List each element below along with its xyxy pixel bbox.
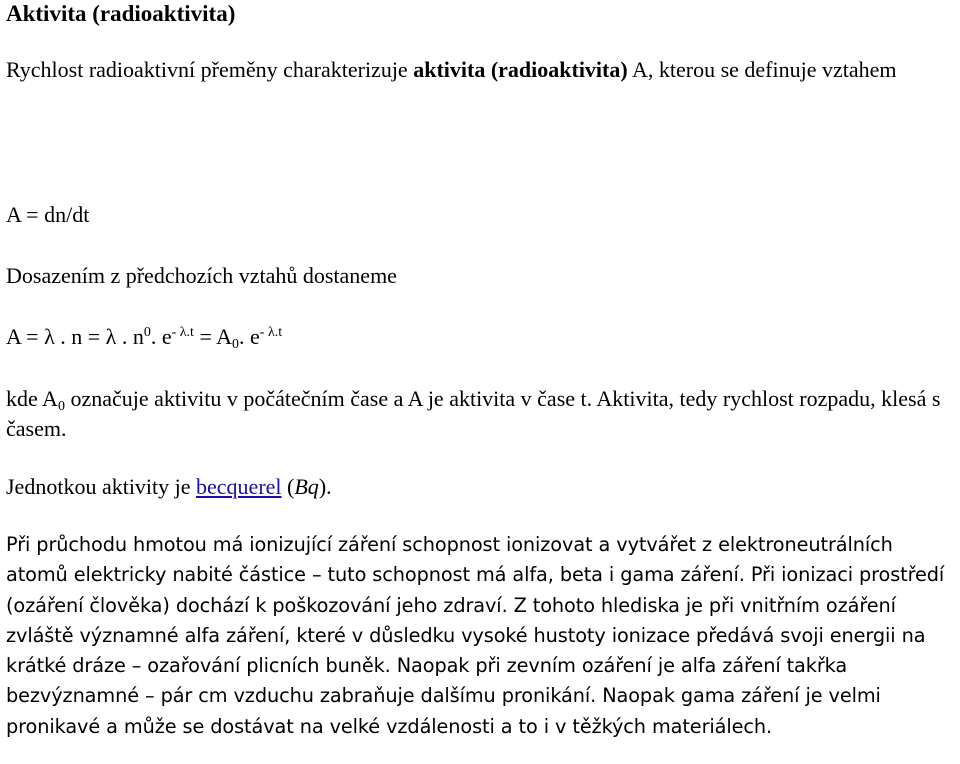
- formula-sup-2: - λ.t: [171, 325, 194, 340]
- formula-sup-4: - λ.t: [259, 325, 283, 340]
- intro-bold-term: aktivita (radioaktivita): [413, 57, 628, 82]
- becquerel-link[interactable]: becquerel: [196, 474, 282, 499]
- substitution-sentence: Dosazením z předchozích vztahů dostaneme: [6, 263, 397, 288]
- unit-text-before: Jednotkou aktivity je: [6, 474, 197, 499]
- kde-text-before: kde A: [6, 386, 58, 411]
- intro-paragraph: [6, 55, 951, 85]
- ionization-paragraph: Při průchodu hmotou má ionizující záření schopnost ionizovat a vytvářet z elektroneutrálních atomů elektricky nabité částice – tuto schopnost má alfa, beta i gama záření. Při ionizaci prostředí (ozáření člověka) dochází k poškozování jeho zdraví. Z tohoto hlediska je při vnitřním ozáření zvláště významné alfa záření, které v důsledku vysoké hustoty ionizace předává svoji energii na krátké dráze – ozařování plicních buněk. Naopak při zevním ozáření je alfa záření takřka bezvýznamné – pár cm vzduchu zabraňuje dalšímu pronikání. Naopak gama záření je velmi pronikavé a může se dostávat na velké vzdálenosti a to i v těžkých materiálech.: [6, 533, 945, 738]
- formula-part-2: . e: [150, 324, 172, 349]
- unit-symbol: Bq: [294, 474, 319, 499]
- formula-sub-3: 0: [232, 337, 240, 352]
- explanation-paragraph: [6, 384, 951, 444]
- definition-equation: A = dn/dt: [6, 202, 90, 227]
- formula-part-3: = A: [193, 324, 233, 349]
- unit-paragraph: [6, 472, 951, 502]
- formula-part-4: . e: [239, 324, 260, 349]
- unit-text-after: ).: [318, 474, 332, 499]
- intro-text-after: A, kterou se definuje vztahem: [627, 57, 897, 82]
- formula-part-1: A = λ . n = λ . n: [6, 324, 144, 349]
- formula-sup-1: 0: [143, 325, 151, 340]
- page-title: Aktivita (radioaktivita): [6, 1, 236, 26]
- activity-formula: [6, 322, 951, 352]
- kde-text-after: označuje aktivitu v počátečním čase a A je aktivita v čase t. Aktivita, tedy rychlost rozpadu, klesá s časem.: [6, 386, 941, 441]
- unit-text-mid: (: [281, 474, 295, 499]
- kde-subscript: 0: [57, 399, 65, 414]
- intro-text-before: Rychlost radioaktivní přeměny charakterizuje: [6, 57, 414, 82]
